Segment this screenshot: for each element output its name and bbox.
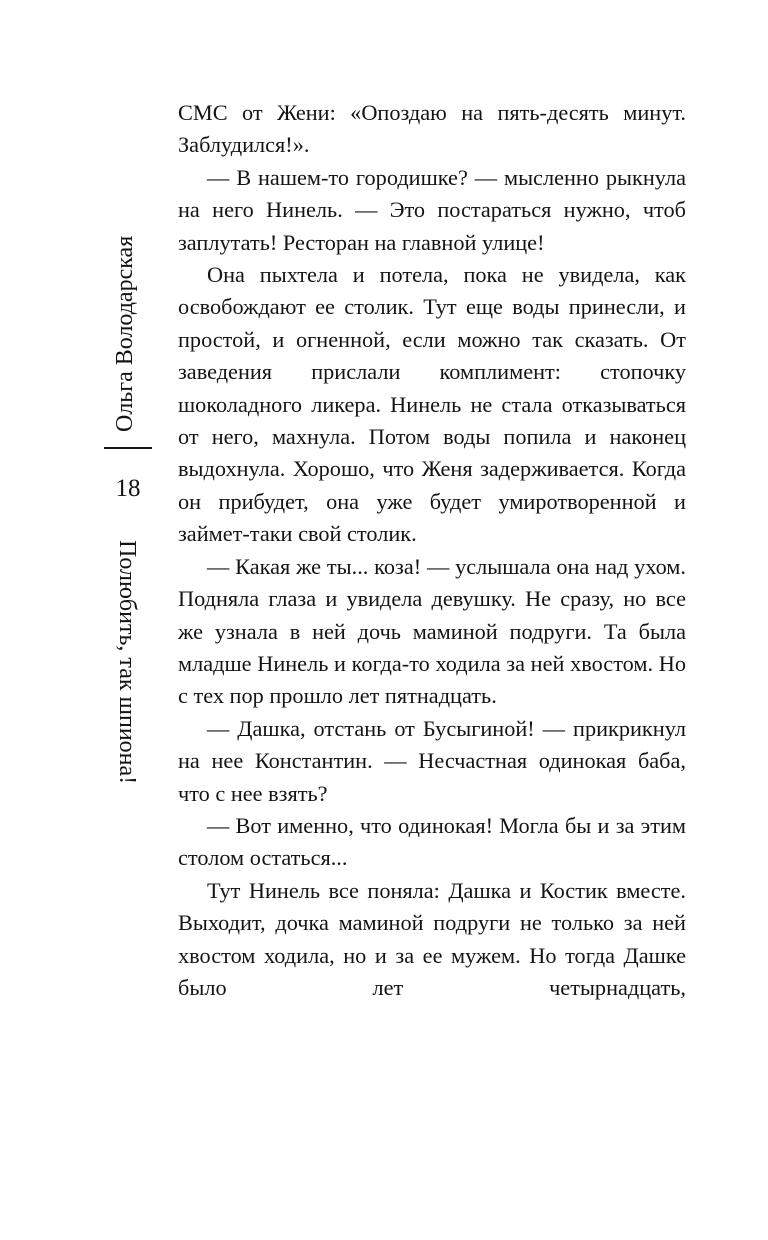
paragraph: СМС от Жени: «Опоздаю на пять-десять минут. Заблудился!».: [178, 100, 686, 158]
paragraph: Она пыхтела и потела, пока не увидела, как освобождают ее столик. Тут еще воды принесли, и простой, и огненной, если можно так сказать. От заведения прислали комплимент: стопочку шоколадного ликера. Нинель не стала отказываться от него, махнула. Потом воды попила и наконец выдохнула. Хорошо, что Женя задерживается. Когда он прибудет, она уже будет умиротворенной и займет-таки свой столик.: [178, 262, 686, 547]
paragraph: — Вот именно, что одинокая! Могла бы и за этим столом остаться...: [178, 812, 686, 871]
paragraph: — Дашка, отстань от Бусыгиной! — прикрикнул на нее Константин. — Несчастная одинокая баба, что с нее взять?: [178, 715, 686, 806]
page-number: 18: [115, 475, 141, 502]
running-head-author-text: Ольга Володарская: [112, 235, 138, 432]
running-head-book-title: [110, 540, 144, 834]
body-text: [178, 97, 686, 1004]
running-head-book-title-text: Полюбить, так шпиона!: [114, 540, 140, 785]
running-head-divider: [104, 447, 152, 449]
paragraph: Тут Нинель все поняла: Дашка и Костик вместе. Выходит, дочка маминой подруги не только за ней хвостом ходила, но и за ее мужем. Но тогда Дашке было лет четырнадцать,: [178, 877, 686, 1000]
paragraph: — Какая же ты... коза! — услышала она над ухом. Подняла глаза и увидела девушку. Не сразу, но все же узнала в ней дочь маминой подруги. Та была младше Нинель и когда-то ходила за ней хвостом. Но с тех пор прошло лет пятнадцать.: [178, 553, 686, 709]
running-head-author: [108, 196, 142, 432]
paragraph: — В нашем-то городишке? — мысленно рыкнула на него Нинель. — Это постараться нужно, чтоб заплутать! Ресторан на главной улице!: [178, 164, 686, 255]
